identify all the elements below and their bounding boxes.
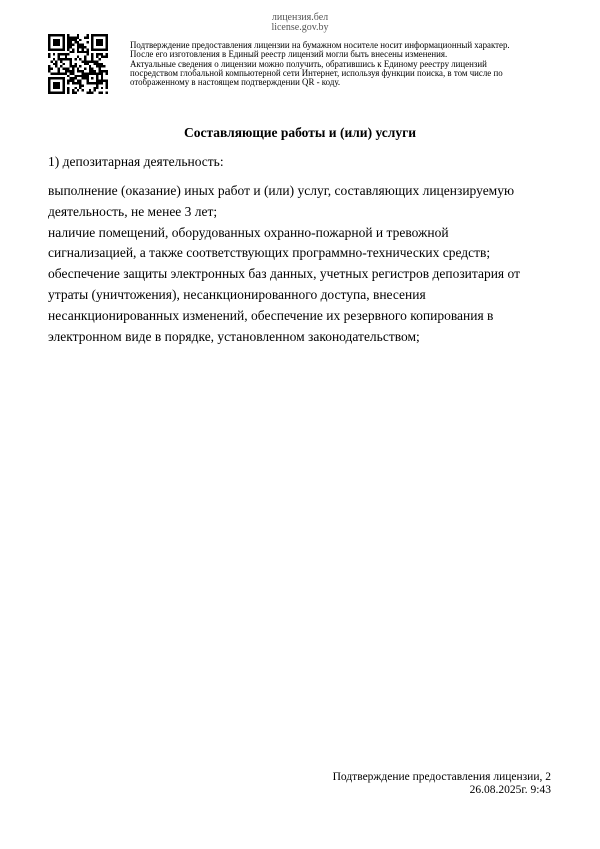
site-address-latin: license.gov.by: [271, 22, 329, 33]
requirement-line: сигнализацией, а также соответствующих программно-технических средств;: [48, 245, 491, 261]
requirement-line: выполнение (оказание) иных работ и (или) услуг, составляющих лицензируемую: [48, 183, 515, 198]
notice-line: После его изготовления в Единый реестр лицензий могли быть внесены изменения.: [130, 49, 448, 60]
notice-line: отображенному в настоящем подтверждении QR - коду.: [130, 77, 341, 88]
site-address-cyrillic: лицензия.бел: [271, 12, 329, 23]
requirement-line: деятельность, не менее 3 лет;: [48, 203, 218, 219]
notice-text: [130, 41, 575, 87]
requirements-list: [48, 181, 568, 347]
requirement-line: наличие помещений, оборудованных охранно-пожарной и тревожной: [48, 224, 449, 240]
site-address: [0, 13, 600, 33]
requirement-line: утраты (уничтожения), несанкционированного доступа, внесения: [48, 286, 426, 302]
page-footer: [333, 771, 551, 797]
footer-caption: Подтверждение предоставления лицензии, 2: [332, 771, 551, 783]
section-title: Составляющие работы и (или) услуги: [183, 125, 417, 140]
qr-code-icon: [48, 34, 108, 94]
requirement-line: обеспечение защиты электронных баз данных, учетных регистров депозитария от: [48, 266, 520, 282]
footer-datetime: 26.08.2025г. 9:43: [469, 784, 551, 796]
activity-heading: 1) депозитарная деятельность:: [48, 154, 224, 169]
requirement-line: электронном виде в порядке, установленном законодательством;: [48, 328, 420, 344]
notice-line: посредством глобальной компьютерной сети Интернет, используя функции поиска, в том числе по: [130, 67, 503, 78]
notice-line: Актуальные сведения о лицензии можно получить, обратившись к Единому реестру лицензий: [130, 58, 487, 69]
notice-line: Подтверждение предоставления лицензии на бумажном носителе носит информационный характер.: [130, 40, 510, 50]
requirement-line: несанкционированных изменений, обеспечение их резервного копирования в: [48, 307, 494, 323]
